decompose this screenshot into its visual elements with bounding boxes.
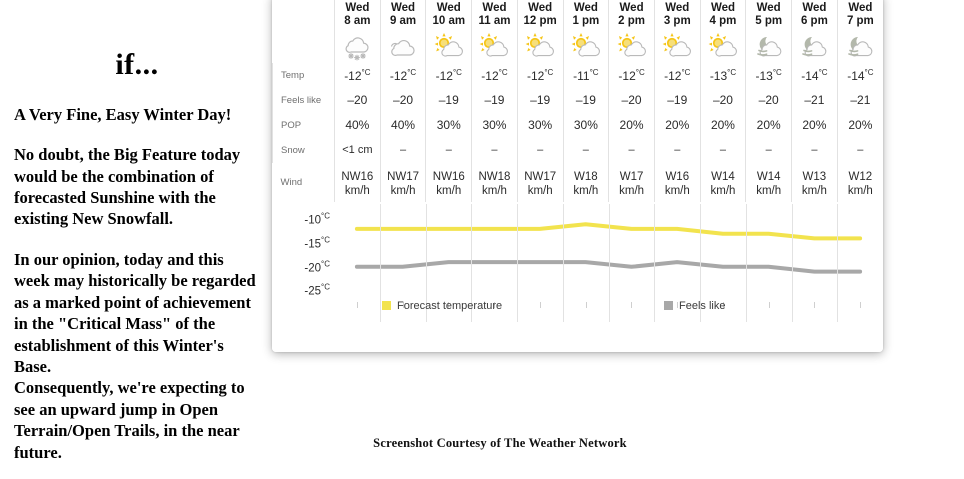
column-header-11 [792,0,838,31]
pop-value-4: 30% [472,113,518,138]
chart-legend [334,300,883,316]
sun-cloud-icon [477,33,511,61]
column-day: Wed [802,2,827,14]
column-hour: 8 am [344,14,371,27]
sun-cloud-icon [569,33,603,61]
icon-row-label [273,31,335,63]
snow-value-4: – [472,138,518,163]
temp-unit: °C [818,67,828,77]
wind-value-4 [472,163,518,202]
wind-direction-speed: NW17 [387,171,420,184]
column-day: Wed [528,2,553,14]
temp-value-6 [563,63,609,88]
wind-unit: km/h [847,184,873,197]
temperature-chart [272,204,883,322]
snow-row [273,138,884,163]
weather-condition-cell-10 [746,31,792,63]
cloud-icon [386,33,420,61]
column-hour: 2 pm [618,14,645,27]
temp-value-10 [746,63,792,88]
cloud-snow-icon [340,33,374,61]
wind-unit: km/h [527,184,553,197]
feels-like-value-6: –19 [563,88,609,113]
wind-direction-speed: W14 [756,171,781,184]
temp-value-1 [335,63,381,88]
snow-value-1: <1 cm [335,138,381,163]
feels-like-row-label: Feels like [273,88,335,113]
column-header-10 [746,0,792,31]
column-header-6 [563,0,609,31]
subheadline: A Very Fine, Easy Winter Day! [14,105,232,124]
paragraph-3: Consequently, we're expecting to see an upward jump in Open Terrain/Open Trails, in the near future. [14,378,245,462]
snow-value-2: – [380,138,426,163]
feels-like-value-12: –21 [837,88,883,113]
y-axis-tick-1: $-10^{^\circ C}$ [304,211,330,227]
temp-unit: °C [544,67,554,77]
pop-row [273,113,884,138]
feels-like-value-9: –20 [700,88,746,113]
wind-value-1 [335,163,381,202]
wind-unit: km/h [710,184,736,197]
temp-number: -12 [664,68,682,83]
feels-like-value-1: –20 [335,88,381,113]
column-hour: 6 pm [800,14,828,27]
snow-value-10: – [746,138,792,163]
wind-direction-speed: W17 [619,171,644,184]
legend-item-feels-like [664,300,725,312]
column-hour: 7 pm [846,14,874,27]
snow-value-8: – [654,138,700,163]
snow-value-12: – [837,138,883,163]
pop-value-9: 20% [700,113,746,138]
feels-like-value-2: –20 [380,88,426,113]
legend-label-forecast: Forecast temperature [397,299,503,312]
temp-unit: °C [498,67,508,77]
column-hour: 3 pm [663,14,691,27]
column-hour: 12 pm [523,14,557,27]
wind-value-3 [426,163,472,202]
temp-number: -12 [435,68,453,83]
temp-value-5 [517,63,563,88]
forecast-body [273,31,884,202]
column-day: Wed [756,2,781,14]
sun-cloud-icon [523,33,557,61]
weather-condition-cell-7 [609,31,655,63]
legend-swatch-forecast [382,301,391,310]
temp-number: -14 [847,68,865,83]
wind-direction-speed: NW16 [341,171,374,184]
temp-unit: °C [864,67,874,77]
temp-value-7 [609,63,655,88]
temp-number: -12 [344,68,362,83]
wind-value-9 [700,163,746,202]
pop-value-2: 40% [380,113,426,138]
temp-unit: °C [407,67,417,77]
weather-condition-cell-6 [563,31,609,63]
pop-value-3: 30% [426,113,472,138]
temp-unit: °C [589,67,599,77]
feels-like-value-10: –20 [746,88,792,113]
weather-condition-cell-12 [837,31,883,63]
weather-condition-cell-8 [654,31,700,63]
feels-like-value-5: –19 [517,88,563,113]
column-day: Wed [436,2,461,14]
column-header-5 [517,0,563,31]
feels-like-value-4: –19 [472,88,518,113]
sun-cloud-icon [660,33,694,61]
temp-value-11 [792,63,838,88]
wind-value-12 [837,163,883,202]
temp-value-2 [380,63,426,88]
wind-direction-speed: W16 [665,171,690,184]
snow-value-6: – [563,138,609,163]
snow-value-3: – [426,138,472,163]
temp-number: -12 [618,68,636,83]
temp-number: -13 [709,68,728,83]
table-header-row [273,0,884,31]
temp-number: -11 [573,68,590,83]
hourly-forecast-table [272,0,883,202]
temp-number: -13 [755,68,773,83]
pop-value-12: 20% [837,113,883,138]
column-day: Wed [391,2,416,14]
moon-cloud-icon [797,33,831,61]
commentary-text-column [0,0,268,479]
column-header-12 [837,0,883,31]
moon-cloud-icon [752,33,786,61]
pop-value-8: 20% [654,113,700,138]
temp-value-3 [426,63,472,88]
temp-unit: °C [772,67,782,77]
wind-row-label: Wind [280,176,303,188]
temp-unit: °C [635,67,645,77]
temp-number: -12 [481,68,499,83]
wind-unit: km/h [573,184,599,197]
snow-value-7: – [609,138,655,163]
weather-condition-cell-11 [792,31,838,63]
column-day: Wed [345,2,370,14]
temp-row [273,63,884,88]
weather-condition-cell-4 [472,31,518,63]
weather-condition-cell-5 [517,31,563,63]
caption-text: Screenshot Courtesy of The Weather Network [373,436,627,450]
feels-like-value-11: –21 [792,88,838,113]
y-axis-tick-4: $-25^{^\circ C}$ [304,282,330,298]
paragraph-2: In our opinion, today and this week may historically be regarded as a marked point of achievement in the "Critical Mass" of the establishment of this Winter's Base. [14,249,256,377]
sun-cloud-icon [615,33,649,61]
image-caption [0,436,964,451]
temp-unit: °C [361,67,371,77]
chart-y-axis [272,204,334,322]
temp-unit: °C [727,67,737,77]
column-header-4 [472,0,518,31]
column-hour: 1 pm [572,14,600,27]
wind-direction-speed: W14 [711,171,735,184]
temp-unit: °C [681,67,691,77]
sun-cloud-icon [706,33,740,61]
column-day: Wed [848,2,873,14]
sun-cloud-icon [432,33,466,61]
column-day: Wed [619,2,644,14]
wind-unit: km/h [619,184,645,197]
paragraph-1: No doubt, the Big Feature today would be the combination of forecasted Sunshine with the existing New Snowfall. [14,145,241,229]
page-title: if... [115,48,159,81]
temp-value-12 [837,63,883,88]
wind-value-2 [380,163,426,202]
feels-like-value-8: –19 [654,88,700,113]
column-day: Wed [710,2,736,14]
wind-unit: km/h [664,184,690,197]
icon-row [273,31,884,63]
wind-direction-speed: NW18 [478,171,511,184]
wind-value-7 [609,163,655,202]
column-header-8 [654,0,700,31]
snow-value-11: – [792,138,838,163]
weather-condition-cell-2 [380,31,426,63]
wind-direction-speed: W12 [848,171,873,184]
pop-value-6: 30% [563,113,609,138]
wind-unit: km/h [436,184,462,197]
column-hour: 4 pm [709,14,737,27]
column-hour: 11 am [478,14,511,27]
wind-direction-speed: W18 [574,171,598,184]
feels-like-row [273,88,884,113]
wind-value-11 [792,163,838,202]
wind-value-6 [563,163,609,202]
legend-item-forecast [382,300,502,312]
snow-row-label: Snow [273,138,335,163]
weather-condition-cell-9 [700,31,746,63]
wind-unit: km/h [801,184,827,197]
header-corner-blank [273,0,335,31]
wind-unit: km/h [390,184,416,197]
column-header-7 [609,0,655,31]
wind-direction-speed: NW17 [524,171,557,184]
temp-number: -12 [389,68,408,83]
wind-unit: km/h [482,184,507,197]
feels-like-value-7: –20 [609,88,655,113]
column-hour: 10 am [432,14,466,27]
column-hour: 5 pm [755,14,783,27]
weather-forecast-panel [272,0,883,352]
pop-value-5: 30% [517,113,563,138]
feels-like-value-3: –19 [426,88,472,113]
wind-direction-speed: NW16 [432,171,465,184]
moon-cloud-icon [843,33,877,61]
wind-row [273,163,884,202]
weather-condition-cell-3 [426,31,472,63]
column-day: Wed [573,2,598,14]
pop-value-1: 40% [335,113,381,138]
wind-value-10 [746,163,792,202]
temp-value-8 [654,63,700,88]
column-hour: 9 am [389,14,417,27]
wind-unit: km/h [756,184,782,197]
column-header-2 [380,0,426,31]
wind-unit: km/h [344,184,370,197]
legend-label-feels-like: Feels like [679,299,726,312]
temp-value-4 [472,63,518,88]
temp-value-9 [700,63,746,88]
column-day: Wed [665,2,690,14]
temp-row-label: Temp [273,63,335,88]
wind-direction-speed: W13 [802,171,827,184]
column-header-1 [335,0,381,31]
legend-swatch-feels-like [664,301,673,310]
pop-value-7: 20% [609,113,655,138]
pop-value-11: 20% [792,113,838,138]
y-axis-tick-2: $-15^{^\circ C}$ [304,235,330,251]
wind-value-8 [654,163,700,202]
column-header-9 [700,0,746,31]
snow-value-9: – [700,138,746,163]
temp-number: -12 [527,68,545,83]
snow-value-5: – [517,138,563,163]
pop-value-10: 20% [746,113,792,138]
temp-unit: °C [452,67,462,77]
wind-value-5 [517,163,563,202]
weather-condition-cell-1 [335,31,381,63]
y-axis-tick-3: $-20^{^\circ C}$ [304,259,330,274]
temp-number: -14 [801,68,819,83]
column-day: Wed [482,2,507,14]
column-header-3 [426,0,472,31]
pop-row-label: POP [273,113,335,138]
